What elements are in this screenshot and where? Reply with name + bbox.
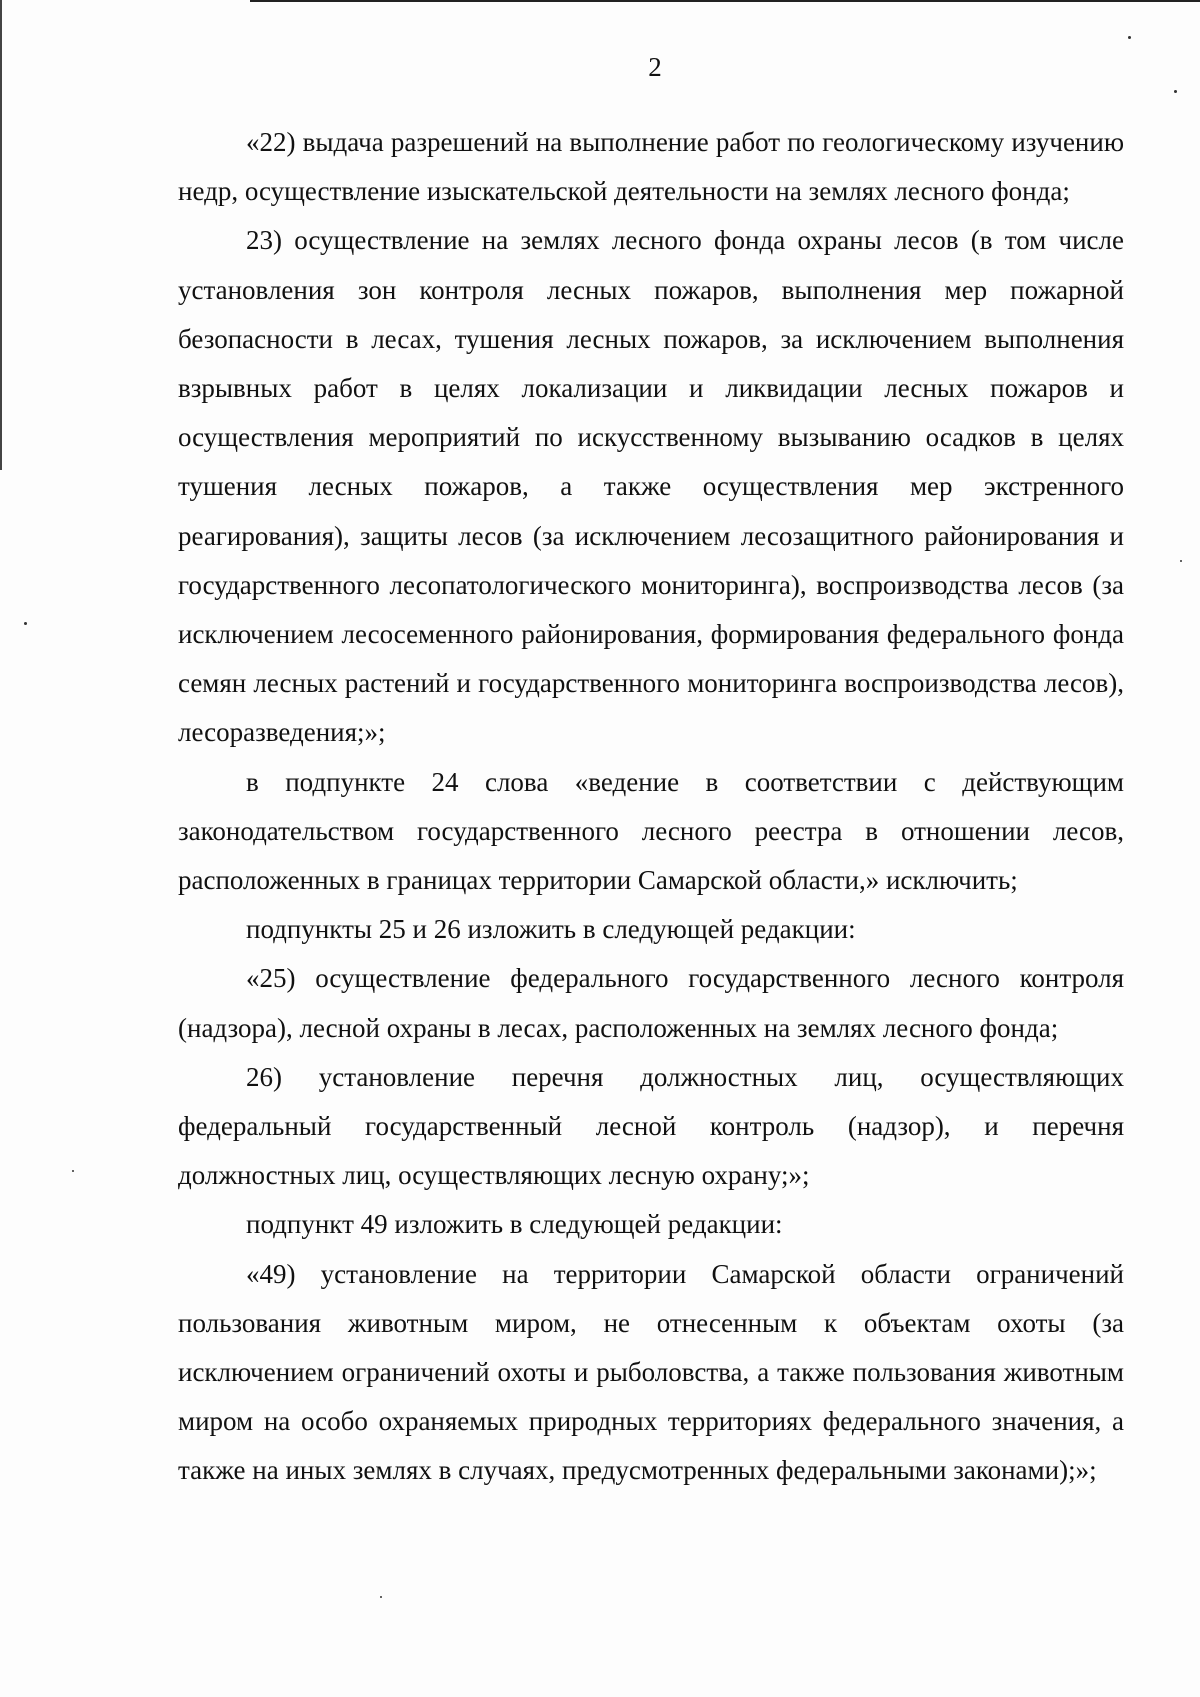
paragraph-item-26: 26) установление перечня должностных лиц, осуществляющих федеральный государственный лесной контроль (надзор), и перечня должностных лиц, осуществляющих лесную охрану;»; <box>178 1061 1124 1191</box>
scan-speck <box>72 1170 74 1172</box>
paragraph-item-25: «25) осуществление федерального государственного лесного контроля (надзора), лесной охраны в лесах, расположенных на землях лесного фонда; <box>178 963 1124 1043</box>
scan-speck <box>24 622 27 625</box>
document-body <box>178 118 1124 1496</box>
page-number: 2 <box>648 52 662 82</box>
paragraph-item-22: «22) выдача разрешений на выполнение работ по геологическому изучению недр, осуществление изыскательской деятельности на землях лесного фонда; <box>178 127 1124 207</box>
paragraph-item-23: 23) осуществление на землях лесного фонда охраны лесов (в том числе установления зон контроля лесных пожаров, выполнения мер пожарной безопасности в лесах, тушения лесных пожаров, за исключением выполнения взрывных работ в целях локализации и ликвидации лесных пожаров и осуществления мероприятий по искусственному вызыванию осадков в целях тушения лесных пожаров, а также осуществления мер экстренного реагирования), защиты лесов (за исключением лесозащитного районирования и государственного лесопатологического мониторинга), воспроизводства лесов (за исключением лесосеменного районирования, формирования федерального фонда семян лесных растений и государственного мониторинга воспроизводства лесов), лесоразведения;»; <box>178 225 1124 748</box>
scan-speck <box>1174 90 1177 93</box>
paragraph-item-49: «49) установление на территории Самарской области ограничений пользования животным миром, не отнесенным к объектам охоты (за исключением ограничений охоты и рыболовства, а также пользования животным миром на особо охраняемых природных территориях федерального значения, а также на иных землях в случаях, предусмотренных федеральными законами);»; <box>178 1258 1124 1486</box>
scan-speck <box>380 1596 382 1598</box>
scan-speck <box>1128 36 1131 39</box>
top-edge-rule <box>250 0 1200 2</box>
paragraph-subitem-24-amendment: в подпункте 24 слова «ведение в соответствии с действующим законодательством государственного лесного реестра в отношении лесов, расположенных в границах территории Самарской области,» исключить; <box>178 766 1124 896</box>
scan-speck <box>1180 560 1182 562</box>
paragraph-subitems-25-26-intro: подпункты 25 и 26 изложить в следующей редакции: <box>246 914 856 945</box>
paragraph-subitem-49-intro: подпункт 49 изложить в следующей редакции: <box>246 1209 783 1240</box>
